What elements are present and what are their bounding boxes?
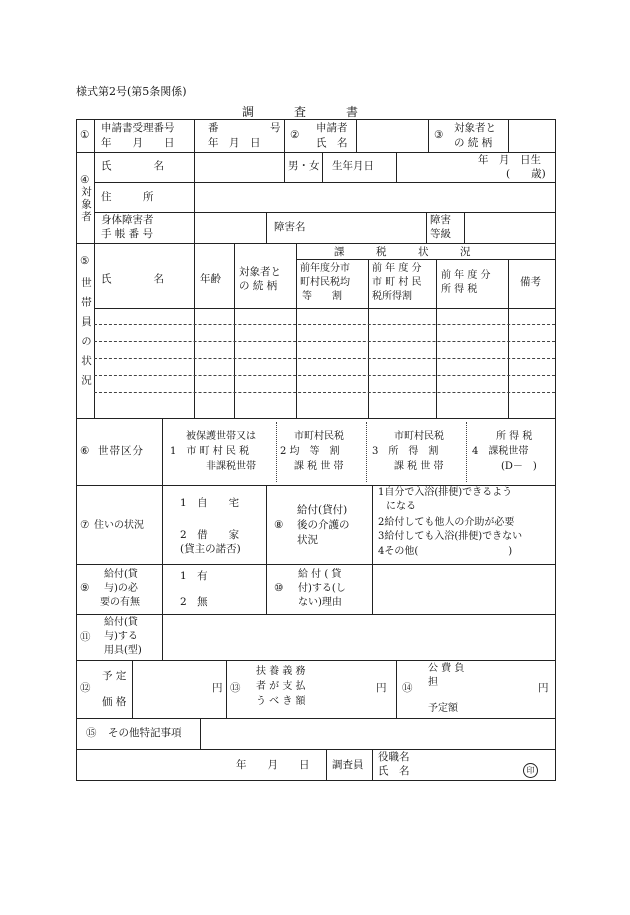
age-value: ( 歳) <box>506 168 546 180</box>
need-label-2: 与)の必 <box>104 583 138 594</box>
equipment-label-1: 給付(貸 <box>104 617 138 628</box>
ban-label: 番 <box>208 122 219 134</box>
form-number: 様式第2号(第5条関係) <box>76 85 187 98</box>
household-side-label: 世帯員の状況 <box>80 277 92 394</box>
investigator-name-label: 氏 名 <box>378 765 410 777</box>
tax-col2-line3: 税所得割 <box>372 291 412 302</box>
remarks-header: 備考 <box>520 276 541 288</box>
care-option-4: 4その他( ) <box>378 546 513 557</box>
price-yen: 円 <box>212 682 223 694</box>
subject-side-label: 対象者 <box>80 186 92 224</box>
reason-label-3: ない)理由 <box>298 597 342 608</box>
category-1-line1: 被保護世帯又は <box>186 431 256 442</box>
category-3-line1: 市町村民税 <box>394 431 444 442</box>
num-3: ③ <box>434 129 444 141</box>
go-label: 号 <box>270 122 281 134</box>
num-6: ⑥ <box>80 445 90 457</box>
care-option-3: 3給付しても入浴(排便)できない <box>378 531 523 542</box>
address-label: 住 所 <box>101 191 154 203</box>
num-4: ④ <box>80 174 90 186</box>
care-label-3: 状況 <box>297 534 318 546</box>
relation-label: 対象者と <box>454 122 496 134</box>
num-13: ⑬ <box>230 682 241 694</box>
num-15: ⑮ <box>86 727 97 739</box>
receipt-date: 年 月 日 <box>101 137 175 149</box>
tax-col2-line2: 市 町 村 民 <box>372 277 422 288</box>
category-label: 世帯区分 <box>98 445 144 457</box>
other-notes-label: その他特記事項 <box>108 727 182 739</box>
category-2-line3: 課 税 世 帯 <box>294 461 344 472</box>
care-label-1: 給付(貸付) <box>297 504 348 516</box>
grade-label-2: 等級 <box>430 228 451 240</box>
survey-form <box>76 119 556 781</box>
relation-label-2: の 続 柄 <box>454 137 493 149</box>
birthdate-value: 年 月 日生 <box>478 154 541 166</box>
housing-label: 住いの状況 <box>94 520 144 531</box>
public-label-2: 担 <box>428 677 438 688</box>
disability-name-label: 障害名 <box>274 221 306 233</box>
tax-col1-line2: 町村民税均 <box>300 277 350 288</box>
footer-date: 年 月 日 <box>236 759 310 771</box>
tax-col2-line1: 前 年 度 分 <box>372 263 422 274</box>
tax-col3-line2: 所 得 税 <box>441 284 478 295</box>
cert-label-2: 手 帳 番 号 <box>101 228 154 240</box>
reason-label-1: 給 付 ( 貸 <box>298 569 342 580</box>
need-label-3: 要の有無 <box>100 597 140 608</box>
category-1-line3: 非課税世帯 <box>206 461 256 472</box>
number-date: 年 月 日 <box>208 137 261 149</box>
num-9: ⑨ <box>80 582 90 594</box>
member-name-header: 氏 名 <box>101 273 164 285</box>
category-4-line3: (D－ ) <box>501 461 537 472</box>
post-label: 役職名 <box>378 751 410 763</box>
public-yen: 円 <box>538 682 549 694</box>
support-label-3: う べ き 額 <box>256 696 306 707</box>
num-2: ② <box>290 129 300 141</box>
care-option-1: 1自分で入浴(排便)できるよう <box>378 487 513 498</box>
category-3-line2: 3 所 得 割 <box>372 446 439 457</box>
num-10: ⑩ <box>274 582 284 594</box>
tax-col3-line1: 前 年 度 分 <box>441 270 491 281</box>
investigator-label: 調査員 <box>332 759 364 771</box>
housing-own: 1 自 宅 <box>180 497 240 509</box>
need-no: 2 無 <box>180 596 208 608</box>
tax-col1-line3: 等 割 <box>302 291 342 302</box>
category-2-line2: 2 均 等 割 <box>280 446 340 457</box>
num-8: ⑧ <box>274 519 284 531</box>
category-4-line1: 所 得 税 <box>496 431 533 442</box>
category-2-line1: 市町村民税 <box>294 431 344 442</box>
applicant-name-label: 氏 名 <box>316 137 348 149</box>
housing-rent: 2 借 家 <box>180 529 240 541</box>
birthdate-label: 生年月日 <box>332 160 374 172</box>
sex-label: 男・女 <box>288 160 320 172</box>
num-5: ⑤ <box>80 255 90 267</box>
care-option-2: 2給付しても他人の介助が必要 <box>378 517 515 528</box>
equipment-label-2: 与)する <box>104 631 138 642</box>
tax-col1-line1: 前年度分市 <box>300 263 350 274</box>
category-3-line3: 課 税 世 帯 <box>394 461 444 472</box>
equipment-label-3: 用具(型) <box>104 645 142 656</box>
public-label-1: 公 費 負 <box>428 663 465 674</box>
price-label-1: 予 定 <box>102 670 127 682</box>
subject-name-label: 氏 名 <box>101 160 164 172</box>
grade-label-1: 障害 <box>430 214 451 226</box>
seal-mark: 印 <box>523 763 538 778</box>
age-header: 年齢 <box>200 273 221 285</box>
relation-header-1: 対象者と <box>239 266 281 278</box>
num-11: ⑪ <box>80 631 91 643</box>
num-12: ⑫ <box>80 682 91 694</box>
reason-label-2: 付)する(し <box>298 583 346 594</box>
support-label-1: 扶 養 義 務 <box>256 666 306 677</box>
category-4-line2: 4 課税世帯 <box>472 446 529 457</box>
need-label-1: 給付(貸 <box>104 569 138 580</box>
document-title: 調査書 <box>242 105 399 119</box>
applicant-label: 申請者 <box>316 122 348 134</box>
cert-label-1: 身体障害者 <box>101 214 154 226</box>
relation-header-2: の 続 柄 <box>239 280 278 292</box>
care-label-2: 後の介護の <box>297 519 350 531</box>
public-label-3: 予定額 <box>428 703 458 714</box>
num-14: ⑭ <box>402 682 413 694</box>
tax-status-header: 課 税 状 況 <box>334 246 471 258</box>
price-label-2: 価 格 <box>102 696 127 708</box>
support-yen: 円 <box>376 682 387 694</box>
need-yes: 1 有 <box>180 570 208 582</box>
receipt-label: 申請書受理番号 <box>101 122 175 134</box>
num-7: ⑦ <box>80 519 90 531</box>
housing-landlord: (貸主の諾否) <box>180 543 241 555</box>
care-option-1b: になる <box>386 501 416 512</box>
num-1: ① <box>80 129 90 141</box>
category-1-line2: 1 市 町 村 民 税 <box>170 446 250 457</box>
support-label-2: 者 が 支 払 <box>256 681 306 692</box>
